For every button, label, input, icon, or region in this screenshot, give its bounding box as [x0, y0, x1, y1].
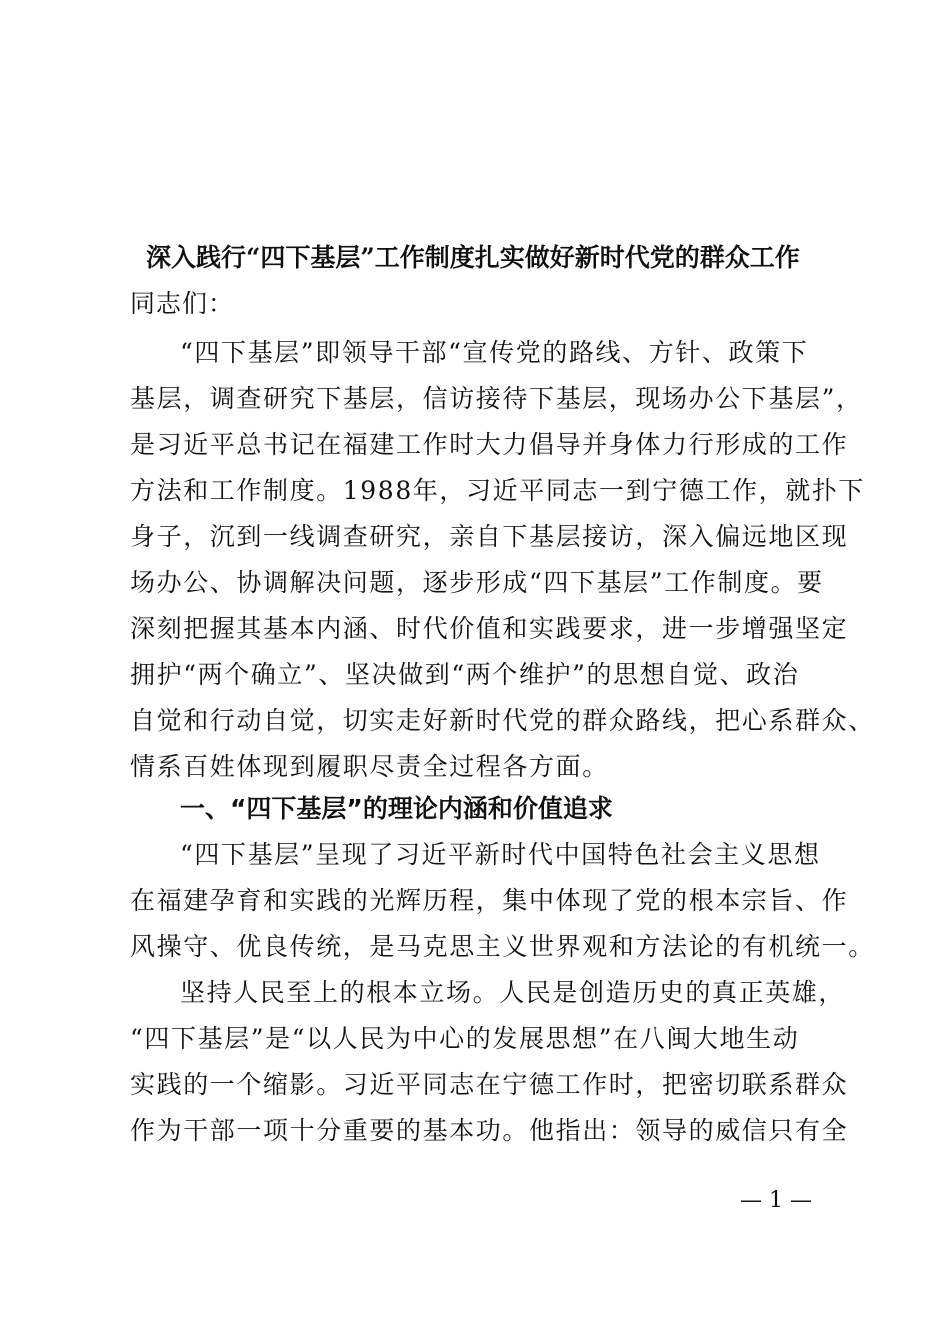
salutation: 同志们：: [130, 289, 235, 318]
paragraph-intro: [130, 330, 875, 790]
text-line: 方法和工作制度。1988年，习近平同志一到宁德工作，就扑下: [130, 476, 866, 505]
paragraph-theory: [130, 832, 875, 970]
text-line: 风操守、优良传统，是马克思主义世界观和方法论的有机统一。: [130, 932, 875, 961]
text-line: 基层，调查研究下基层，信访接待下基层，现场办公下基层”，: [130, 384, 863, 413]
text-line: 是习近平总书记在福建工作时大力倡导并身体力行形成的工作: [130, 430, 849, 459]
text-line: 坚持人民至上的根本立场。人民是创造历史的真正英雄，: [180, 978, 846, 1007]
text-line: 作为干部一项十分重要的基本功。他指出：领导的威信只有全: [130, 1116, 849, 1145]
document-title: 深入践行“四下基层”工作制度扎实做好新时代党的群众工作: [146, 243, 800, 272]
text-line: 深刻把握其基本内涵、时代价值和实践要求，进一步增强坚定: [130, 614, 849, 643]
text-line: 身子，沉到一线调查研究，亲自下基层接访，深入偏远地区现: [130, 522, 849, 551]
page-number: — 1 —: [740, 1188, 812, 1213]
text-line: 实践的一个缩影。习近平同志在宁德工作时，把密切联系群众: [130, 1070, 849, 1099]
paragraph-people: [130, 970, 860, 1154]
text-line: “四下基层”即领导干部“宣传党的路线、方针、政策下: [180, 338, 809, 367]
section-heading: 一、“四下基层”的理论内涵和价值追求: [180, 794, 613, 823]
text-line: “四下基层”是“以人民为中心的发展思想”在八闽大地生动: [130, 1024, 800, 1053]
text-line: 情系百姓体现到履职尽责全过程各方面。: [130, 752, 609, 781]
text-line: 拥护“两个确立”、坚决做到“两个维护”的思想自觉、政治: [130, 660, 800, 689]
text-line: 在福建孕育和实践的光辉历程，集中体现了党的根本宗旨、作: [130, 886, 849, 915]
text-line: “四下基层”呈现了习近平新时代中国特色社会主义思想: [180, 840, 821, 869]
text-line: 自觉和行动自觉，切实走好新时代党的群众路线，把心系群众、: [130, 706, 875, 735]
text-line: 场办公、协调解决问题，逐步形成“四下基层”工作制度。要: [130, 568, 824, 597]
